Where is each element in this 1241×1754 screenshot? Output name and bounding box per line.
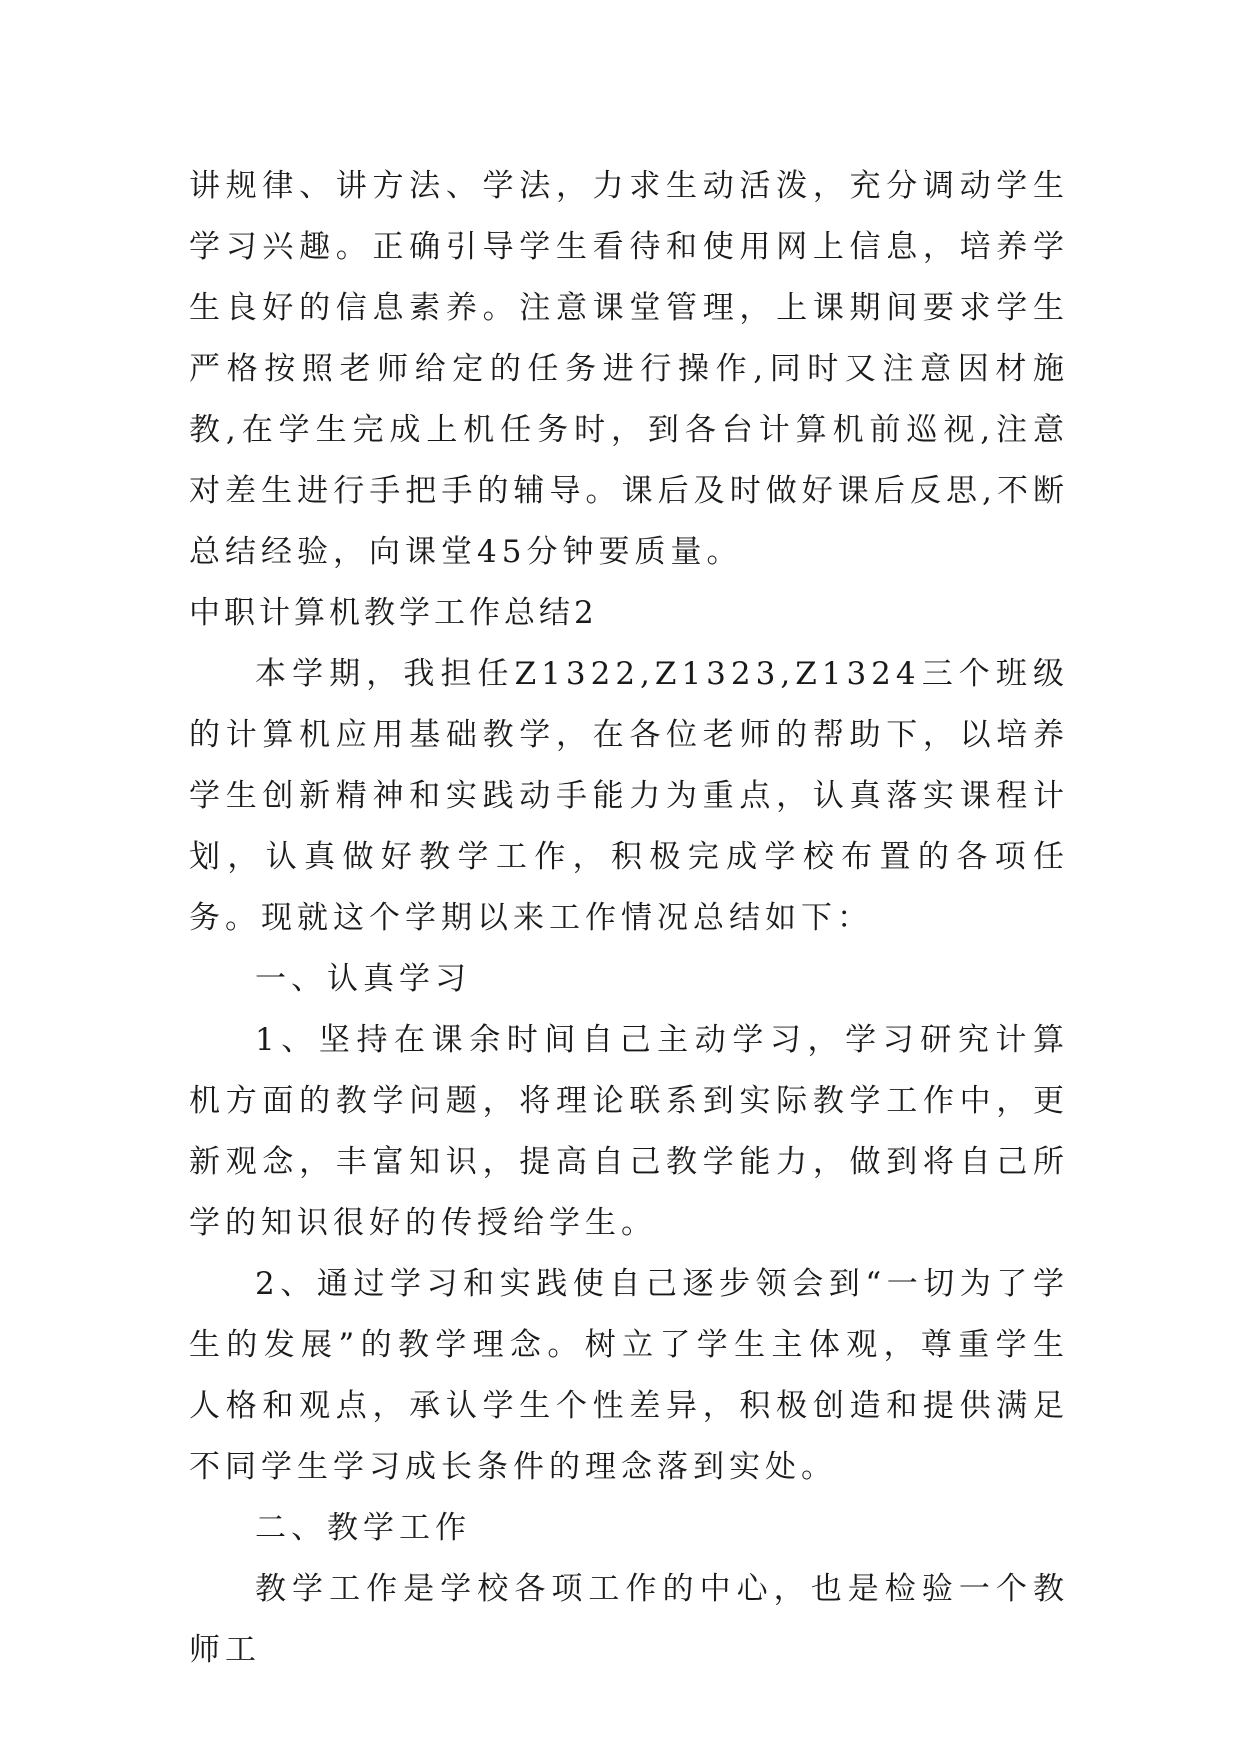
heading-teaching: 二、教学工作: [255, 1510, 471, 1546]
section-title: 中职计算机教学工作总结2: [189, 595, 598, 631]
paragraph-teaching: 教学工作是学校各项工作的中心，也是检验一个教师工: [189, 1571, 1069, 1668]
document-body: [189, 156, 1069, 1681]
paragraph-study-2: 2、通过学习和实践使自己逐步领会到“一切为了学生的发展”的教学理念。树立了学生主体观，尊重学生人格和观点，承认学生个性差异，积极创造和提供满足不同学生学习成长条件的理念落到实处。: [189, 1266, 1069, 1485]
paragraph-study-1: 1、坚持在课余时间自己主动学习，学习研究计算机方面的教学问题，将理论联系到实际教学工作中，更新观念，丰富知识，提高自己教学能力，做到将自己所学的知识很好的传授给学生。: [189, 1022, 1069, 1241]
paragraph-intro: 本学期，我担任Z1322,Z1323,Z1324三个班级的计算机应用基础教学，在各位老师的帮助下，以培养学生创新精神和实践动手能力为重点，认真落实课程计划，认真做好教学工作，积极完成学校布置的各项任务。现就这个学期以来工作情况总结如下：: [189, 656, 1069, 936]
heading-study: 一、认真学习: [255, 961, 471, 997]
paragraph-continuation: 讲规律、讲方法、学法，力求生动活泼，充分调动学生学习兴趣。正确引导学生看待和使用网上信息，培养学生良好的信息素养。注意课堂管理，上课期间要求学生严格按照老师给定的任务进行操作,同时又注意因材施教,在学生完成上机任务时，到各台计算机前巡视,注意对差生进行手把手的辅导。课后及时做好课后反思,不断总结经验，向课堂45分钟要质量。: [189, 168, 1069, 570]
